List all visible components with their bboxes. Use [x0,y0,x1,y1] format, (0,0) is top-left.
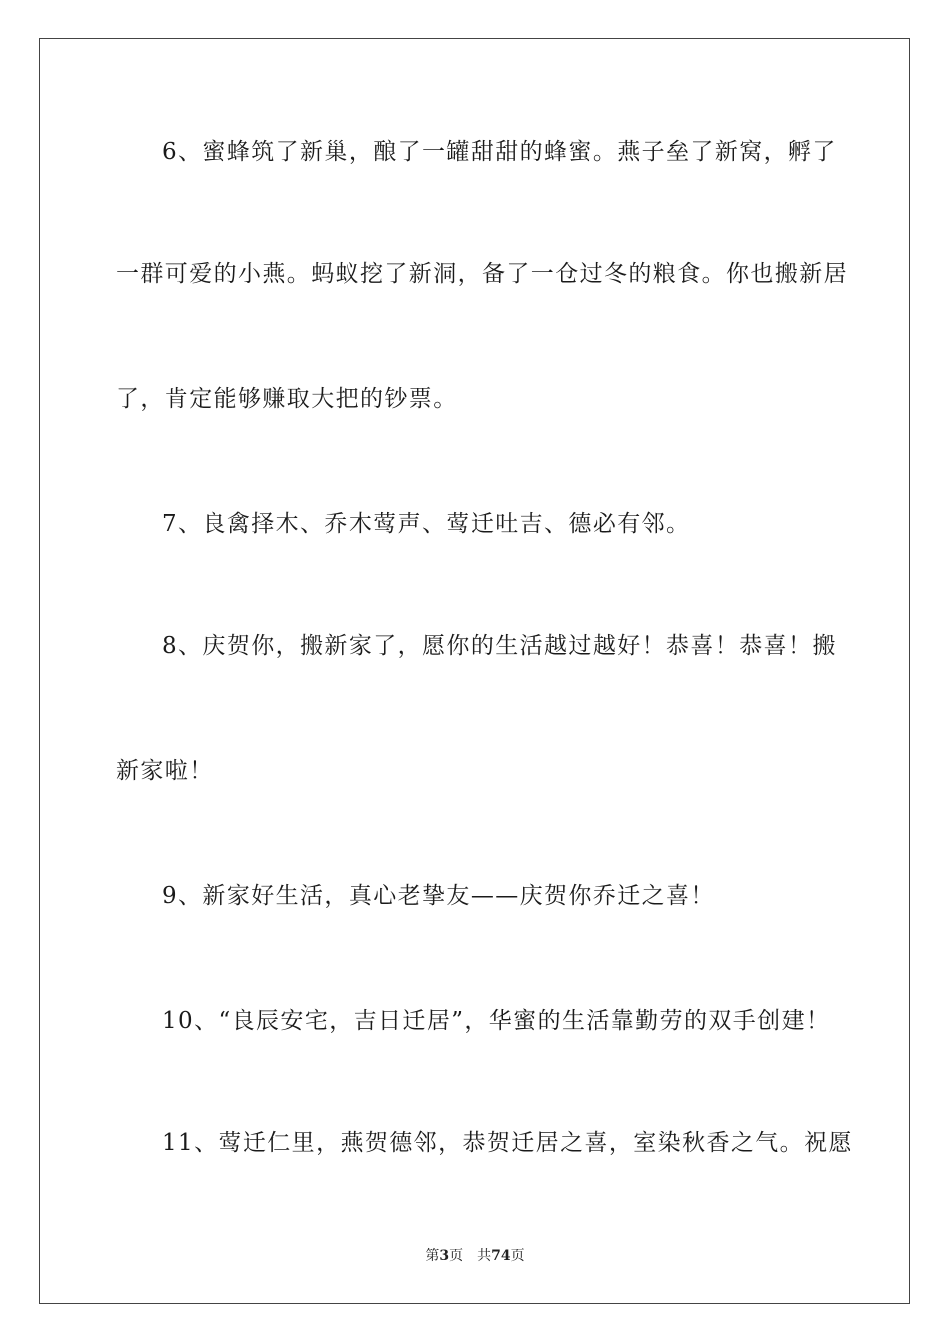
footer-suffix: 页 [510,1248,525,1264]
text-line: 7、良禽择木、乔木莺声、莺迁吐吉、德必有邻。 [162,511,691,537]
text-line: 8、庆贺你，搬新家了，愿你的生活越过越好！恭喜！恭喜！搬 [162,633,837,659]
text-line: 新家啦！ [116,758,214,784]
text-line: 6、蜜蜂筑了新巢，酿了一罐甜甜的蜂蜜。燕子垒了新窝，孵了 [162,139,837,165]
text-line: 10、“良辰安宅，吉日迁居”，华蜜的生活靠勤劳的双手创建！ [162,1008,831,1034]
footer-prefix: 第 [425,1248,440,1264]
footer-middle: 页 共 [449,1248,492,1264]
page-footer [0,1247,950,1265]
text-line: 9、新家好生活，真心老挚友——庆贺你乔迁之喜！ [162,883,715,909]
current-page-number: 3 [439,1248,450,1264]
text-line: 了，肯定能够赚取大把的钞票。 [116,386,458,412]
text-line: 11、莺迁仁里，燕贺德邻，恭贺迁居之喜，室染秋香之气。祝愿 [162,1130,853,1156]
total-page-count: 74 [491,1248,511,1264]
page-border [39,38,910,1304]
text-line: 一群可爱的小燕。蚂蚁挖了新洞，备了一仓过冬的粮食。你也搬新居 [116,261,848,287]
